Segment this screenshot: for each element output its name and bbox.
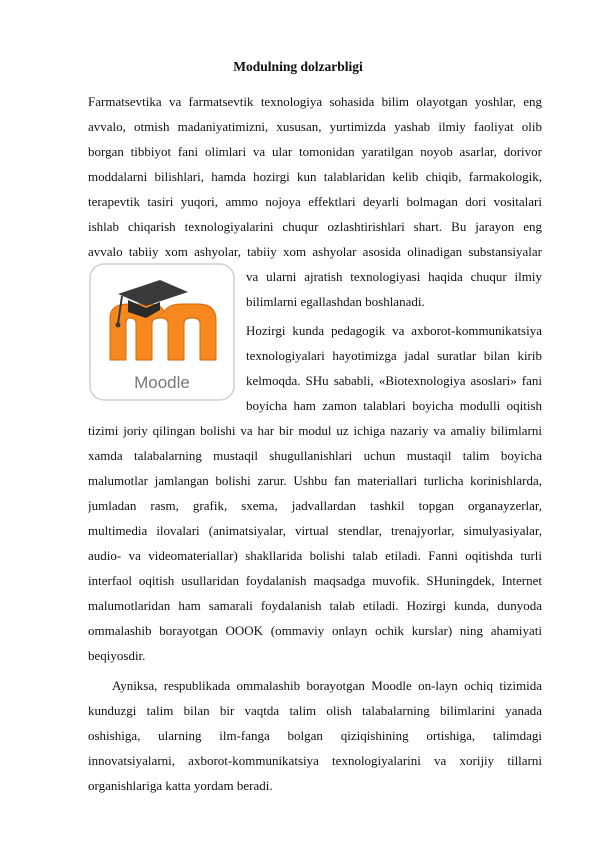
moodle-logo xyxy=(88,262,236,402)
text-line: terapevtik tasiri yuqori, ammo nojoya effektlari deyarli bolmagan dori vositalari xyxy=(88,194,542,209)
text-line: avvalo, otmish madaniyatimizni, xususan, yurtimizda yashab ilmiy faoliyat olib xyxy=(88,119,542,134)
text-line: bilimlarni egallashdan boshlanadi. xyxy=(246,294,425,309)
text-line: borgan tibbiyot fani olimlari va ular tomonidan yaratilgan noyob asarlar, dorivor xyxy=(88,144,542,159)
document-title: Modulning dolzarbligi xyxy=(233,59,363,74)
text-line: Ayniksa, respublikada ommalashib borayotgan Moodle on-layn ochiq tizimida xyxy=(112,678,542,693)
text-line: avvalo tabiiy xom ashyolar, tabiiy xom ashyolar asosida olinadigan substansiyalar xyxy=(88,244,542,259)
text-line: interfaol oqitish usullaridan foydalanish maqsadga muvofik. SHuningdek, Internet xyxy=(88,573,542,588)
text-line: jumladan rasm, grafik, sxema, jadvallardan tashkil topgan organayzerlar, xyxy=(88,498,542,513)
text-line: Hozirgi kunda pedagogik va axborot-kommunikatsiya xyxy=(246,323,542,338)
text-line: texnologiyalari hayotimizga jadal suratlar bilan kirib xyxy=(246,348,542,363)
text-line: Farmatsevtika va farmatsevtik texnologiya sohasida bilim olayotgan yoshlar, eng xyxy=(88,94,542,109)
text-line: va ularni ajratish texnologiyasi haqida chuqur ilmiy xyxy=(246,269,542,284)
text-line: multimedia ilovalari (animatsiyalar, virtual stendlar, trenajyorlar, simulyasiyalar, xyxy=(88,523,542,538)
text-line: organishlariga katta yordam beradi. xyxy=(88,778,273,793)
text-line: innovatsiyalarni, axborot-kommunikatsiya texnologiyalarini va xorijiy tillarni xyxy=(88,753,542,768)
text-line: kelmoqda. SHu sababli, «Biotexnologiya asoslari» fani xyxy=(246,373,542,388)
text-line: ommalashib borayotgan OOOK (ommaviy onlayn ochik kurslar) ning ahamiyati xyxy=(88,623,542,638)
text-line: tizimi joriy qilingan bolishi va har bir modul uz ichiga nazariy va amaliy bilimlarni xyxy=(88,423,542,438)
text-line: kunduzgi talim bilan bir vaqtda talim olish talabalarning bilimlarini yanada xyxy=(88,703,542,718)
text-line: xamda talabalarning mustaqil shugullanishlari uchun mustaqil talim boyicha xyxy=(88,448,542,463)
moodle-logo-text: Moodle xyxy=(134,373,190,392)
text-line: beqiyosdir. xyxy=(88,648,146,663)
text-line: moddalarni bilishlari, hamda hozirgi kun talablaridan kelib chiqib, farmakologik, xyxy=(88,169,542,184)
text-line: malumotlar jamlangan bolishi zarur. Ushbu fan materiallari turlicha korinishlarda, xyxy=(88,473,542,488)
text-line: ishlab chiqarish texnologiyalarini chuqur ozlashtirishlari shart. Bu jarayon eng xyxy=(88,219,542,234)
text-line: oshishiga, ularning ilm-fanga bolgan qiziqishining ortishiga, talimdagi xyxy=(88,728,542,743)
text-line: audio- va videomateriallar) shakllarida bolishi talab etiladi. Fanni oqitishda turli xyxy=(88,548,542,563)
text-line: boyicha ham zamon talablari boyicha modulli oqitish xyxy=(246,398,542,413)
text-line: malumotlaridan ham samarali foydalanish talab etiladi. Hozirgi kunda, dunyoda xyxy=(88,598,542,613)
